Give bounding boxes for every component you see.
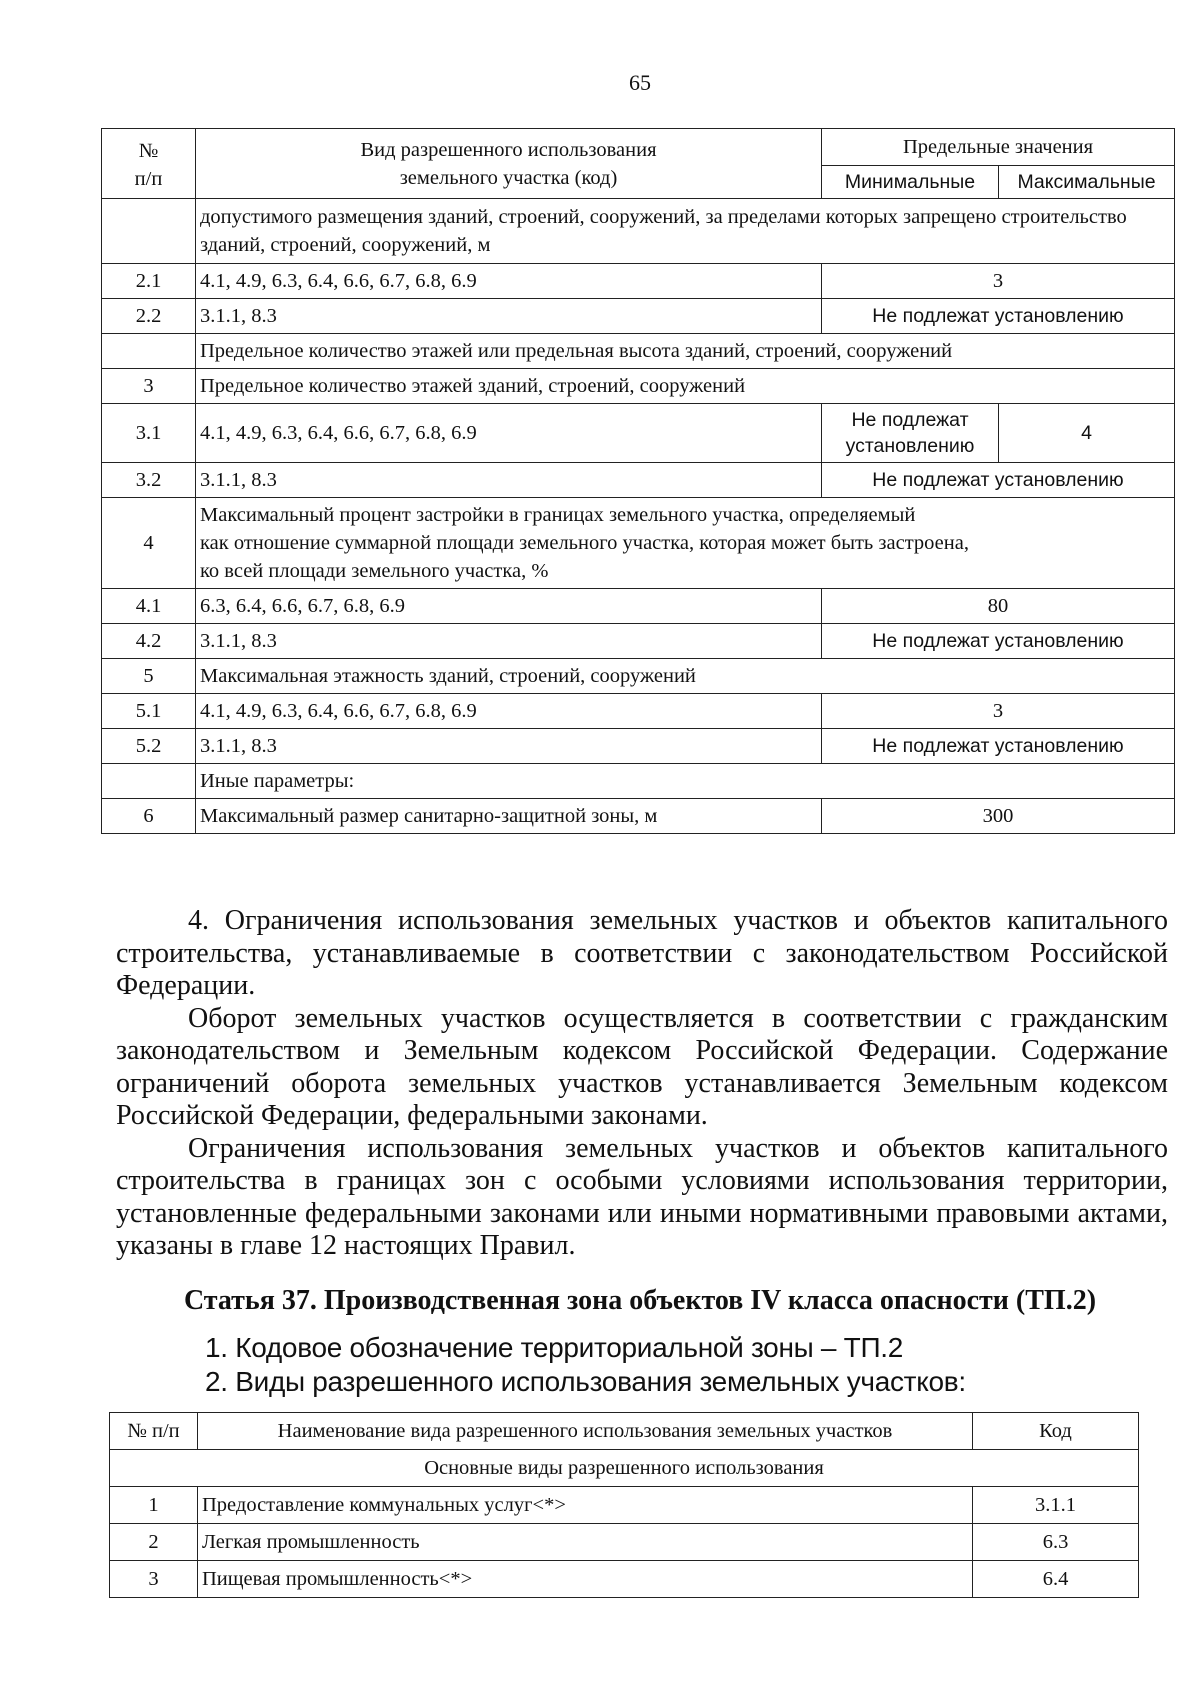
row-code: 6.4 bbox=[973, 1561, 1139, 1598]
row-codes: 3.1.1, 8.3 bbox=[196, 624, 822, 659]
row-number: 5.1 bbox=[102, 694, 196, 729]
row-number: 2.1 bbox=[102, 264, 196, 299]
row-codes: 4.1, 4.9, 6.3, 6.4, 6.6, 6.7, 6.8, 6.9 bbox=[196, 264, 822, 299]
row-code: 6.3 bbox=[973, 1524, 1139, 1561]
row-codes: 3.1.1, 8.3 bbox=[196, 463, 822, 498]
row-value: 3 bbox=[822, 264, 1175, 299]
row-number bbox=[102, 334, 196, 369]
row-min bbox=[822, 404, 999, 463]
table-row bbox=[102, 764, 1175, 799]
row-number: 3 bbox=[102, 369, 196, 404]
row-value: 300 bbox=[822, 799, 1175, 834]
table-row bbox=[102, 498, 1175, 589]
row-number: 1 bbox=[110, 1487, 198, 1524]
row-codes: 4.1, 4.9, 6.3, 6.4, 6.6, 6.7, 6.8, 6.9 bbox=[196, 404, 822, 463]
paragraph-restrictions: 4. Ограничения использования земельных участков и объектов капитального строительства, устанавливаемые в соответствии с законодательством Российской Федерации. bbox=[116, 905, 1168, 1001]
header-number bbox=[102, 129, 196, 199]
row-number: 5 bbox=[102, 659, 196, 694]
row-codes: 3.1.1, 8.3 bbox=[196, 299, 822, 334]
header-kind bbox=[196, 129, 822, 199]
page-number: 65 bbox=[629, 70, 651, 95]
row-text-line3: ко всей площади земельного участка, % bbox=[200, 560, 549, 582]
table-row bbox=[102, 264, 1175, 299]
row-number: 6 bbox=[102, 799, 196, 834]
table-row bbox=[102, 799, 1175, 834]
item-zone-code: 1. Кодовое обозначение территориальной зоны – ТП.2 bbox=[205, 1332, 904, 1363]
table-row bbox=[102, 729, 1175, 764]
row-text: Предельное количество этажей зданий, строений, сооружений bbox=[196, 369, 1175, 404]
header-number-pp: п/п bbox=[134, 167, 163, 190]
row-number: 5.2 bbox=[102, 729, 196, 764]
section-title: Основные виды разрешенного использования bbox=[110, 1450, 1139, 1487]
row-codes: 4.1, 4.9, 6.3, 6.4, 6.6, 6.7, 6.8, 6.9 bbox=[196, 694, 822, 729]
row-number: 4.1 bbox=[102, 589, 196, 624]
row-number: 4 bbox=[102, 498, 196, 589]
table-row bbox=[110, 1487, 1139, 1524]
table-header-row bbox=[102, 129, 1175, 166]
row-number: 3.1 bbox=[102, 404, 196, 463]
header-kind-line2: земельного участка (код) bbox=[399, 166, 618, 189]
row-number bbox=[102, 764, 196, 799]
limits-table bbox=[101, 128, 1175, 834]
header-code: Код bbox=[973, 1413, 1139, 1450]
row-text: Иные параметры: bbox=[196, 764, 1175, 799]
header-number: № п/п bbox=[110, 1413, 198, 1450]
table-row bbox=[102, 624, 1175, 659]
row-codes: 6.3, 6.4, 6.6, 6.7, 6.8, 6.9 bbox=[196, 589, 822, 624]
table-row bbox=[102, 659, 1175, 694]
row-max: 4 bbox=[999, 404, 1175, 463]
header-name: Наименование вида разрешенного использования земельных участков bbox=[198, 1413, 973, 1450]
table-row bbox=[102, 404, 1175, 463]
row-value: Не подлежат установлению bbox=[822, 463, 1175, 498]
row-value: Не подлежат установлению bbox=[822, 624, 1175, 659]
permitted-uses-table bbox=[109, 1412, 1139, 1598]
row-number: 2.2 bbox=[102, 299, 196, 334]
row-number: 3 bbox=[110, 1561, 198, 1598]
table-row bbox=[110, 1561, 1139, 1598]
row-value: 3 bbox=[822, 694, 1175, 729]
table-row bbox=[102, 299, 1175, 334]
row-min-line1: Не подлежат bbox=[851, 409, 969, 431]
row-number: 2 bbox=[110, 1524, 198, 1561]
table-row bbox=[102, 463, 1175, 498]
header-limits: Предельные значения bbox=[822, 129, 1175, 166]
row-number bbox=[102, 199, 196, 264]
article-heading: Статья 37. Производственная зона объектов IV класса опасности (ТП.2) bbox=[183, 1285, 1097, 1316]
table-row bbox=[102, 334, 1175, 369]
body-text bbox=[116, 905, 1168, 1263]
table-header-row bbox=[110, 1413, 1139, 1450]
row-text-line1: Максимальный процент застройки в границах земельного участка, определяемый bbox=[200, 504, 916, 526]
row-value: Не подлежат установлению bbox=[822, 729, 1175, 764]
row-text bbox=[196, 498, 1175, 589]
row-text: Предельное количество этажей или предельная высота зданий, строений, сооружений bbox=[196, 334, 1175, 369]
paragraph-special-zones: Ограничения использования земельных участков и объектов капитального строительства в границах зон с особыми условиями использования территории, установленные федеральными законами или иными нормативными правовыми актами, указаны в главе 12 настоящих Правил. bbox=[116, 1132, 1168, 1261]
row-value: Не подлежат установлению bbox=[822, 299, 1175, 334]
paragraph-land-turnover: Оборот земельных участков осуществляется в соответствии с гражданским законодательством и Земельным кодексом Российской Федерации. Содержание ограничений оборота земельных участков устанавливается Земельным кодексом Российской Федерации, федеральными законами. bbox=[116, 1002, 1168, 1131]
item-permitted-uses: 2. Виды разрешенного использования земельных участков: bbox=[205, 1366, 966, 1397]
header-kind-line1: Вид разрешенного использования bbox=[360, 138, 657, 161]
row-text: допустимого размещения зданий, строений, сооружений, за пределами которых запрещено строительство зданий, строений, сооружений, м bbox=[196, 199, 1175, 264]
row-min-line2: установлению bbox=[845, 435, 975, 457]
table-row bbox=[102, 589, 1175, 624]
header-max: Максимальные bbox=[999, 166, 1175, 199]
row-value: 80 bbox=[822, 589, 1175, 624]
header-number-sign: № bbox=[138, 139, 159, 162]
row-text: Максимальная этажность зданий, строений, сооружений bbox=[196, 659, 1175, 694]
table-row bbox=[102, 694, 1175, 729]
row-codes: 3.1.1, 8.3 bbox=[196, 729, 822, 764]
table-row bbox=[102, 199, 1175, 264]
row-text-line2: как отношение суммарной площади земельного участка, которая может быть застроена, bbox=[200, 532, 969, 554]
row-code: 3.1.1 bbox=[973, 1487, 1139, 1524]
row-number: 4.2 bbox=[102, 624, 196, 659]
table-row bbox=[102, 369, 1175, 404]
table-row bbox=[110, 1524, 1139, 1561]
section-row bbox=[110, 1450, 1139, 1487]
header-min: Минимальные bbox=[822, 166, 999, 199]
row-name: Предоставление коммунальных услуг<*> bbox=[198, 1487, 973, 1524]
row-name: Легкая промышленность bbox=[198, 1524, 973, 1561]
row-number: 3.2 bbox=[102, 463, 196, 498]
row-name: Пищевая промышленность<*> bbox=[198, 1561, 973, 1598]
row-text: Максимальный размер санитарно-защитной зоны, м bbox=[196, 799, 822, 834]
